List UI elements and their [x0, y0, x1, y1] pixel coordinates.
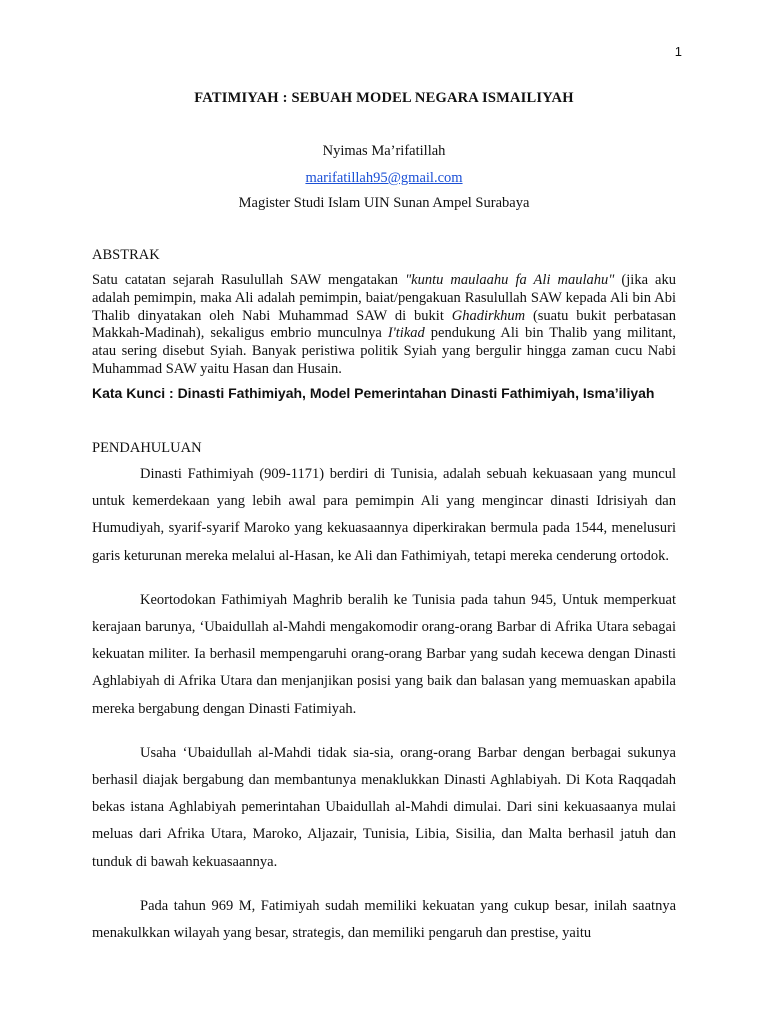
paragraph: Usaha ‘Ubaidullah al-Mahdi tidak sia-sia, orang-orang Barbar dengan berbagai sukunya berhasil diajak bergabung dan membantunya menaklukkan Dinasti Aghlabiyah. Di Kota Raqqadah bekas istana Aghlabiyah pemerintahan Ubaidullah al-Mahdi dimulai. Dari sini kekuasaanya mulai meluas dari Afrika Utara, Maroko, Aljazair, Tunisia, Libia, Sisilia, dan Malta berhasil jatuh dan tunduk di bawah kekuasaannya. [92, 744, 676, 870]
keywords-line: Kata Kunci : Dinasti Fathimiyah, Model Pemerintahan Dinasti Fathimiyah, Isma’iliyah [92, 385, 655, 401]
author-email-link[interactable]: marifatillah95@gmail.com [305, 170, 463, 186]
paper-title: FATIMIYAH : SEBUAH MODEL NEGARA ISMAILIYAH [194, 90, 574, 106]
paragraph: Dinasti Fathimiyah (909-1171) berdiri di Tunisia, adalah sebuah kekuasaan yang muncul untuk kemerdekaan yang lebih awal para pemimpin Ali yang mengincar dinasti Idrisiyah dan Humudiyah, syarif-syarif Maroko yang kekuasaannya diperkirakan bermula pada 1544, menelusuri garis keturunan mereka melalui al-Hasan, ke Ali dan Fathimiyah, tetapi mereka cenderung ortodok. [92, 466, 676, 564]
page-number: 1 [674, 44, 682, 59]
author-name: Nyimas Ma’rifatillah [322, 143, 446, 159]
intro-heading: PENDAHULUAN [92, 440, 202, 456]
intro-body [92, 461, 676, 964]
paragraph: Keortodokan Fathimiyah Maghrib beralih ke Tunisia pada tahun 945, Untuk memperkuat kerajaan barunya, ‘Ubaidullah al-Mahdi mengakomodir orang-orang Barbar di Afrika Utara sebagai kekuatan militer. Ia berhasil mempengaruhi orang-orang Barbar yang sudah kecewa dengan Dinasti Aghlabiyah di Afrika Utara dan menjanjikan posisi yang baik dan balasan yang memuaskan apabila mereka bergabung dengan Dinasti Fatimiyah. [92, 591, 676, 717]
abstract-text: Satu catatan sejarah Rasulullah SAW mengatakan "kuntu maulaahu fa Ali maulahu" (jika aku adalah pemimpin, maka Ali adalah pemimpin, baiat/pengakuan Rasulullah SAW kepada Ali bin Abi Thalib dinyatakan oleh Nabi Muhammad SAW di bukit Ghadirkhum (suatu bukit perbatasan Makkah-Madinah), sekaligus embrio munculnya I'tikad pendukung Ali bin Thalib yang militant, atau sering disebut Syiah. Banyak peristiwa politik Syiah yang bergulir hingga zaman cucu Nabi Muhammad SAW yaitu Hasan dan Husain. [92, 272, 676, 377]
paragraph: Pada tahun 969 M, Fatimiyah sudah memiliki kekuatan yang cukup besar, inilah saatnya menakulkkan wilayah yang besar, strategis, dan memiliki pengaruh dan prestise, yaitu [92, 897, 676, 942]
author-affiliation: Magister Studi Islam UIN Sunan Ampel Surabaya [238, 195, 530, 211]
abstract-heading: ABSTRAK [92, 247, 160, 263]
